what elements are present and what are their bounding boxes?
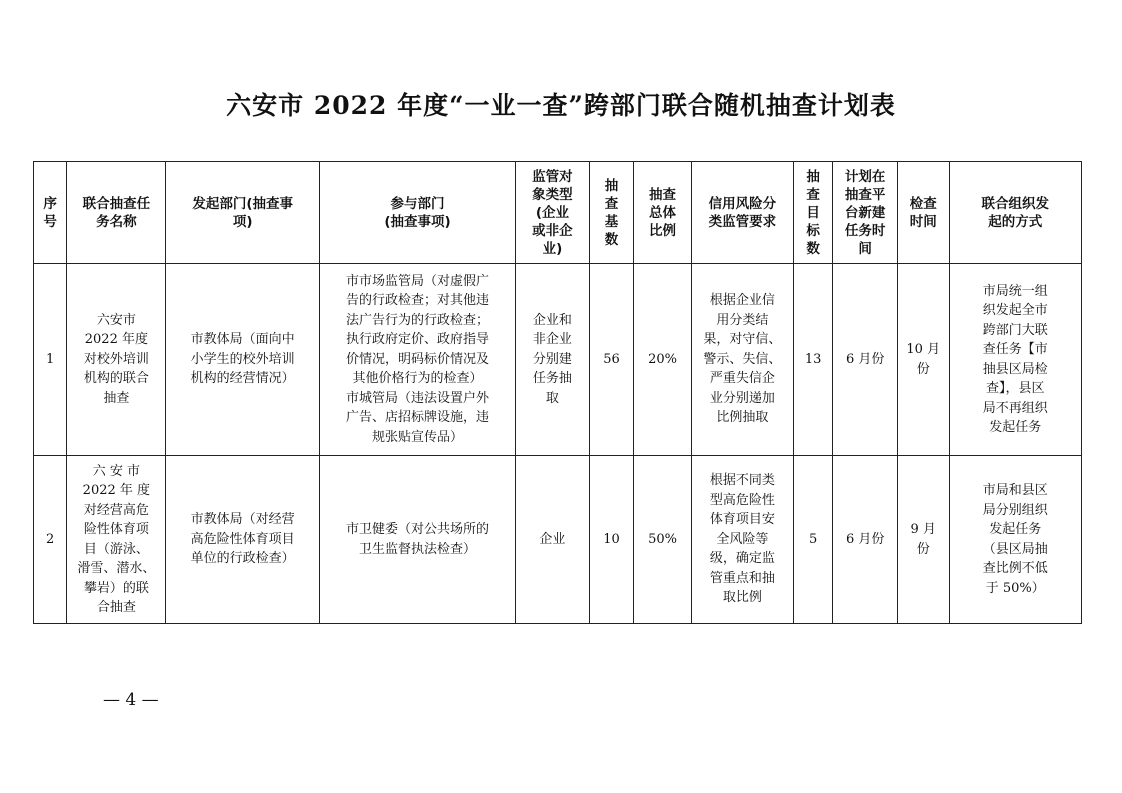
cell-credit: 根据企业信 用分类结 果，对守信、 警示、失信、 严重失信企 业分别递加 比例抽取 bbox=[691, 264, 793, 456]
header-participants: 参与部门 (抽查事项) bbox=[319, 162, 515, 264]
cell-task: 六安市 2022 年度 对校外培训 机构的联合 抽查 bbox=[67, 264, 166, 456]
header-no: 序 号 bbox=[34, 162, 67, 264]
cell-method: 市局统一组 织发起全市 跨部门大联 查任务【市 抽县区局检 查】，县区 局不再组织 发起任务 bbox=[949, 264, 1081, 456]
cell-initiator: 市教体局（面向中 小学生的校外培训 机构的经营情况） bbox=[166, 264, 320, 456]
header-type: 监管对 象类型 (企业 或非企 业) bbox=[516, 162, 590, 264]
header-check-time: 检查 时间 bbox=[897, 162, 949, 264]
header-method: 联合组织发 起的方式 bbox=[949, 162, 1081, 264]
cell-task: 六 安 市 2022 年 度 对经营高危 险性体育项 目（游泳、 滑雪、潜水、 攀岩）的联 合抽查 bbox=[67, 456, 166, 624]
inspection-plan-table bbox=[33, 161, 1082, 624]
header-base: 抽 查 基 数 bbox=[589, 162, 633, 264]
cell-plan-time: 6 月份 bbox=[833, 264, 898, 456]
cell-target: 5 bbox=[793, 456, 832, 624]
table-row bbox=[34, 264, 1082, 456]
cell-ratio: 20% bbox=[634, 264, 692, 456]
cell-check-time: 10 月 份 bbox=[897, 264, 949, 456]
table-header-row bbox=[34, 162, 1082, 264]
cell-credit: 根据不同类 型高危险性 体育项目安 全风险等 级，确定监 管重点和抽 取比例 bbox=[691, 456, 793, 624]
cell-method: 市局和县区 局分别组织 发起任务 （县区局抽 查比例不低 于 50%） bbox=[949, 456, 1081, 624]
header-initiator: 发起部门(抽查事 项) bbox=[166, 162, 320, 264]
header-target: 抽 查 目 标 数 bbox=[793, 162, 832, 264]
cell-plan-time: 6 月份 bbox=[833, 456, 898, 624]
header-plan-time: 计划在 抽查平 台新建 任务时 间 bbox=[833, 162, 898, 264]
cell-no: 1 bbox=[34, 264, 67, 456]
cell-type: 企业 bbox=[516, 456, 590, 624]
cell-ratio: 50% bbox=[634, 456, 692, 624]
table-row bbox=[34, 456, 1082, 624]
cell-no: 2 bbox=[34, 456, 67, 624]
cell-target: 13 bbox=[793, 264, 832, 456]
header-credit: 信用风险分 类监管要求 bbox=[691, 162, 793, 264]
cell-type: 企业和 非企业 分别建 任务抽 取 bbox=[516, 264, 590, 456]
header-ratio: 抽查 总体 比例 bbox=[634, 162, 692, 264]
cell-participants: 市卫健委（对公共场所的 卫生监督执法检查） bbox=[319, 456, 515, 624]
page-number: — 4 — bbox=[103, 690, 159, 710]
cell-initiator: 市教体局（对经营 高危险性体育项目 单位的行政检查） bbox=[166, 456, 320, 624]
cell-base: 56 bbox=[589, 264, 633, 456]
cell-check-time: 9 月 份 bbox=[897, 456, 949, 624]
cell-base: 10 bbox=[589, 456, 633, 624]
cell-participants: 市市场监管局（对虚假广 告的行政检查；对其他违 法广告行为的行政检查； 执行政府定价、政府指导 价情况，明码标价情况及 其他价格行为的检查） 市城管局（违法设置户外 广告、店招标牌设施，违 规张贴宣传品） bbox=[319, 264, 515, 456]
page-title: 六安市 2022 年度“一业一查”跨部门联合随机抽查计划表 bbox=[226, 91, 896, 120]
header-task: 联合抽查任 务名称 bbox=[67, 162, 166, 264]
